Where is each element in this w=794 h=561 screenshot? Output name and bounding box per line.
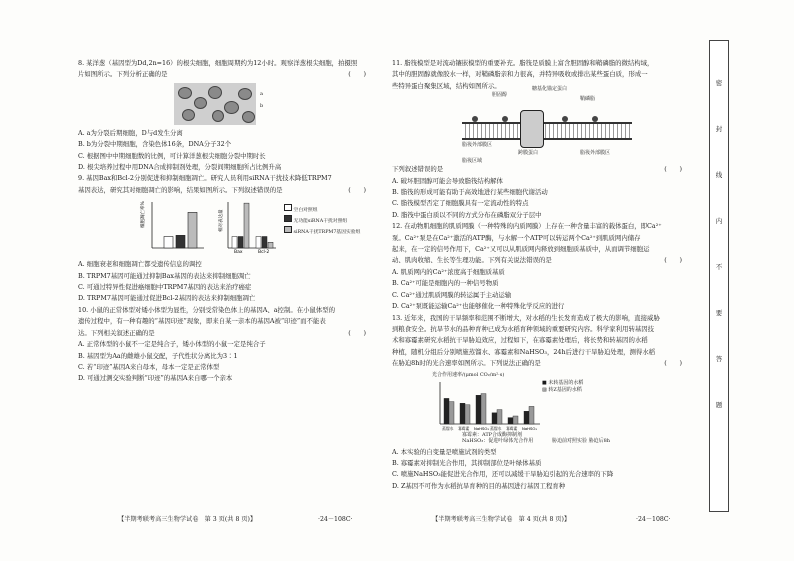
sidebar-char: 内 bbox=[715, 217, 723, 225]
option-d: D. Ca²⁺泵既能运输Ca²⁺也能够催化一种特殊化学反应的进行 bbox=[392, 302, 565, 311]
root-tip-micrograph bbox=[174, 83, 256, 125]
fig-label-outer: 脂筏外部膜区 bbox=[462, 142, 493, 149]
tick-label: NaHSO₃ bbox=[474, 425, 489, 431]
tick-label: Bcl-2 bbox=[258, 250, 270, 255]
bilayer bbox=[462, 122, 632, 140]
sidebar-char: 不 bbox=[715, 263, 723, 271]
bar bbox=[476, 395, 481, 424]
footer-left-text: 【半期考联考高三生物学试卷 第 3 页(共 8 页)】 bbox=[118, 516, 257, 523]
tick-label: 蒸馏水 bbox=[490, 425, 502, 431]
sidebar-char: 题 bbox=[715, 401, 723, 409]
answer-paren: ( ) bbox=[664, 165, 682, 174]
option-d: D. 脂筏中蛋白质以不同的方式分布在磷脂双分子层中 bbox=[392, 210, 542, 219]
bar bbox=[262, 237, 267, 249]
q13-legend-2: ▨ 转Z基因的水稻 bbox=[542, 386, 582, 393]
sidebar-char: 要 bbox=[715, 309, 723, 317]
y-axis-label: 相对表达量 bbox=[219, 209, 224, 233]
sidebar-char: 密 bbox=[715, 79, 723, 87]
fig-label-transmembrane: 跨膜蛋白 bbox=[518, 150, 539, 157]
option-d: D. Z基因不可作为水稻抗旱育种的目的基因进行基因工程育种 bbox=[392, 481, 566, 490]
q9-stem: 9. 基因Bax和Bcl-2分别促进和抑制细胞凋亡。研究人员利用siRNA干扰技术降低TRPM7 bbox=[78, 174, 332, 183]
right-column bbox=[392, 58, 690, 492]
footer-right-code: ·24－108C· bbox=[636, 516, 671, 523]
answer-paren: ( ) bbox=[348, 185, 366, 194]
option-b: B. 基因型为Aa的雌雄小鼠交配，子代性状分离比为3∶1 bbox=[78, 351, 238, 360]
option-a: A. 破坏胆固醇可能会导致脂筏结构解体 bbox=[392, 176, 503, 185]
option-c: C. 若“印迹”基因A来自母本，母本一定是正常体型 bbox=[78, 362, 220, 371]
answer-paren: ( ) bbox=[348, 328, 366, 337]
option-b: B. b为分裂中期细胞，含染色体16条，DNA分子32个 bbox=[78, 140, 232, 149]
q9-legend: 空白对照组 无功能siRNA干扰对照组 siRNA干扰TRPM7基因实验组 bbox=[284, 204, 360, 237]
q11-stem-4: 下列叙述错误的是 bbox=[392, 165, 444, 174]
transmembrane-protein bbox=[520, 110, 544, 148]
bar bbox=[460, 403, 465, 424]
q10-stem-2: 遗传过程中，有一种有趣的“基因印迹”现象，即来自某一亲本的基因A被“印迹”而不能表 bbox=[78, 317, 326, 326]
label-b: b bbox=[260, 102, 264, 109]
fig-label-raft: 脂筏区域 bbox=[462, 158, 483, 165]
q13-legend-1: ■ 未转基因的水稻 bbox=[542, 379, 584, 386]
apoptosis-rate-chart bbox=[138, 198, 208, 254]
option-b: B. Ca²⁺可能是细胞内的一种信号物质 bbox=[392, 279, 499, 288]
question-11 bbox=[392, 58, 690, 221]
option-a: A. 本实验的自变量是喷施试剂的类型 bbox=[392, 447, 497, 456]
q9-stem-2: 基因表达，研究其对细胞凋亡的影响，结果如图所示。下列叙述错误的是 bbox=[78, 185, 283, 194]
question-13 bbox=[392, 313, 690, 493]
q13-stem-2: 到粮食安全。抗旱节水的品种育种已成为水稻育种领域的重要研究内容。科学家利用转基因技 bbox=[392, 324, 655, 333]
option-b: B. 脂筏的形成可能有助于高效地进行某些细胞代谢活动 bbox=[392, 188, 548, 197]
q10-stem: 10. 小鼠的正常体型对矮小体型为显性，分别受常染色体上的基因A、a控制。在小鼠体型的 bbox=[78, 305, 336, 314]
left-column bbox=[78, 58, 374, 385]
question-10 bbox=[78, 305, 374, 385]
q13-stem-4: 种植，随机分组后分别喷施蒸馏水、寡霉素和NaHSO₃，24h后进行干旱胁迫处理，测得水稻 bbox=[392, 347, 656, 356]
option-a: A. a为分裂后期细胞，D与d发生分离 bbox=[78, 128, 183, 137]
q12-stem-2: 泵。Ca²⁺泵是在Ca²⁺激活的ATP酶，与水解一个ATP可以转运两个Ca²⁺到肌质网内储存 bbox=[392, 233, 641, 242]
q11-stem-3: 些特异蛋白聚集区域，结构如图所示。 bbox=[392, 81, 501, 90]
option-d: D. 可通过测交实验判断“印迹”的基因A来自哪一个亲本 bbox=[78, 374, 233, 383]
q12-stem: 12. 在动物肌细胞的肌质网膜（一种特殊的内质网膜）上存在一种含量丰富的载体蛋白，即Ca²⁺ bbox=[392, 222, 662, 231]
q11-stem: 11. 脂筏模型是对流动镶嵌模型的重要补充。脂筏是质膜上富含胆固醇和鞘磷脂的微结构域， bbox=[392, 59, 654, 67]
bar bbox=[497, 409, 502, 423]
expression-chart bbox=[218, 198, 278, 254]
q13-note-3: 胁迫前对照实验 胁迫后8h bbox=[552, 437, 610, 444]
bar bbox=[176, 236, 185, 249]
bar bbox=[164, 237, 173, 249]
question-8 bbox=[78, 58, 374, 173]
bar bbox=[524, 411, 529, 424]
q12-stem-3: 起来，在一定的信号作用下，Ca²⁺又可以从肌质网内释放到细胞质基质中，从而调节细胞运 bbox=[392, 245, 650, 254]
footer-left bbox=[118, 514, 256, 523]
sidebar-char: 封 bbox=[715, 125, 723, 133]
bar bbox=[481, 393, 486, 423]
question-12 bbox=[392, 221, 690, 312]
option-a: A. 细胞衰老和细胞凋亡都受遗传信息的调控 bbox=[78, 260, 202, 269]
tick-label: 蒸馏水 bbox=[442, 425, 454, 431]
option-d: D. 根尖培养过程中用DNA合成抑制剂处理，分裂间期细胞所占比例升高 bbox=[78, 163, 282, 172]
q11-stem-2: 其中的胆固醇就像胶水一样，对鞘磷脂亲和力很高，并特异吸收或排出某些蛋白质，形成一 bbox=[392, 70, 648, 79]
seal-line-sidebar bbox=[709, 40, 729, 512]
footer-left-code: ·24－108C· bbox=[318, 516, 353, 523]
lipid-raft-diagram bbox=[462, 86, 632, 165]
footer-right bbox=[432, 514, 570, 523]
bar bbox=[508, 417, 513, 423]
tick-label: 寡霉素 bbox=[458, 425, 470, 431]
label-a: a bbox=[260, 90, 263, 97]
y-axis-label: 细胞凋亡率% bbox=[141, 201, 146, 229]
option-b: B. 寡霉素对抑制光合作用，其抑制部位是叶绿体基质 bbox=[392, 458, 542, 467]
bar bbox=[513, 416, 518, 424]
tick-label: 寡霉素 bbox=[506, 425, 518, 431]
q13-figure bbox=[392, 372, 690, 444]
option-a: A. 肌质网内的Ca²⁺浓度高于细胞质基质 bbox=[392, 267, 505, 276]
micrograph bbox=[78, 83, 374, 125]
bar bbox=[232, 237, 237, 249]
option-b: B. TRPM7基因可能通过抑制Bax基因的表达来抑制细胞凋亡 bbox=[78, 271, 251, 280]
option-a: A. 正常体型的小鼠不一定是纯合子，矮小体型的小鼠一定是纯合子 bbox=[78, 340, 266, 349]
option-d: D. TRPM7基因可能通过促进Bcl-2基因的表达来抑制细胞凋亡 bbox=[78, 294, 256, 303]
q13-note-2: NaHSO₃：促进叶绿体光合作用 bbox=[462, 437, 534, 444]
option-c: C. Ca²⁺通过肌质网膜的转运属于主动运输 bbox=[392, 290, 512, 299]
bar bbox=[188, 213, 197, 249]
fig-label-sphingomyelin: 鞘磷脂 bbox=[580, 96, 596, 103]
tick-label: NaHSO₃ bbox=[522, 425, 537, 431]
q13-stem-5: 在胁迫8h时的光合速率如图所示。下列说法正确的是 bbox=[392, 359, 541, 368]
fig-label-cholesterol: 胆固醇 bbox=[492, 92, 508, 99]
answer-paren: ( ) bbox=[348, 70, 366, 79]
q10-stem-3: 达。下列相关叙述正确的是 bbox=[78, 328, 155, 337]
answer-paren: ( ) bbox=[664, 256, 682, 265]
sidebar-char: 线 bbox=[715, 171, 723, 179]
q8-stem-2: 片如图所示。下列分析正确的是 bbox=[78, 70, 168, 79]
bar bbox=[492, 412, 497, 423]
q12-stem-4: 动、肌肉收缩、生长等生理功能。下列有关说法错误的是 bbox=[392, 256, 552, 265]
q8-stem: 8. 某洋葱（基因型为Dd,2n=16）的根尖细胞，细胞周期约为12小时。观察洋葱根尖细胞，拍摄照 bbox=[78, 59, 358, 67]
option-c: C. 根据图中中期细胞数的比例，可计算洋葱根尖细胞分裂中期时长 bbox=[78, 151, 266, 160]
bar bbox=[268, 243, 273, 249]
answer-paren: ( ) bbox=[664, 359, 682, 368]
bar bbox=[465, 404, 470, 423]
bar bbox=[444, 398, 449, 424]
bar bbox=[529, 406, 534, 424]
question-9 bbox=[78, 173, 374, 304]
q13-stem-3: 术和寡霉素研究水稻抗干旱胁迫效应，过程如下，在寡霉素处理后，将长势和转基因的水稻 bbox=[392, 336, 648, 345]
option-c: C. 喷施NaHSO₃能促进光合作用，还可以减缓干旱胁迫引起的光合速率的下降 bbox=[392, 470, 614, 479]
bar bbox=[256, 237, 261, 249]
q13-chart-title: 光合作用速率/(μmol CO₂/m²·s) bbox=[432, 371, 505, 378]
bar bbox=[238, 237, 243, 249]
q13-note-1: 寡霉素：ATP合成酶抑制剂 bbox=[462, 431, 523, 438]
footer-right-text: 【半期考联考高三生物学试卷 第 4 页(共 8 页)】 bbox=[432, 516, 571, 523]
fig-label-outer-2: 脂筏外部膜区 bbox=[580, 150, 611, 157]
tick-label: Bax bbox=[234, 250, 243, 255]
q13-stem: 13. 近年来，我国的干旱频率和范围不断增大，对水稻的生长发育造成了极大的影响，直接威胁 bbox=[392, 313, 660, 322]
fig-label-gpi-protein: 糖基化锚定蛋白 bbox=[532, 86, 568, 93]
bar bbox=[244, 203, 249, 248]
sidebar-char: 答 bbox=[715, 355, 723, 363]
bar bbox=[449, 401, 454, 423]
q9-figure bbox=[78, 198, 374, 256]
option-c: C. 可通过特异性促进癌细胞中TRPM7基因的表达来治疗癌症 bbox=[78, 283, 252, 292]
option-c: C. 脂筏模型否定了细胞膜具有一定流动性的特点 bbox=[392, 199, 529, 208]
